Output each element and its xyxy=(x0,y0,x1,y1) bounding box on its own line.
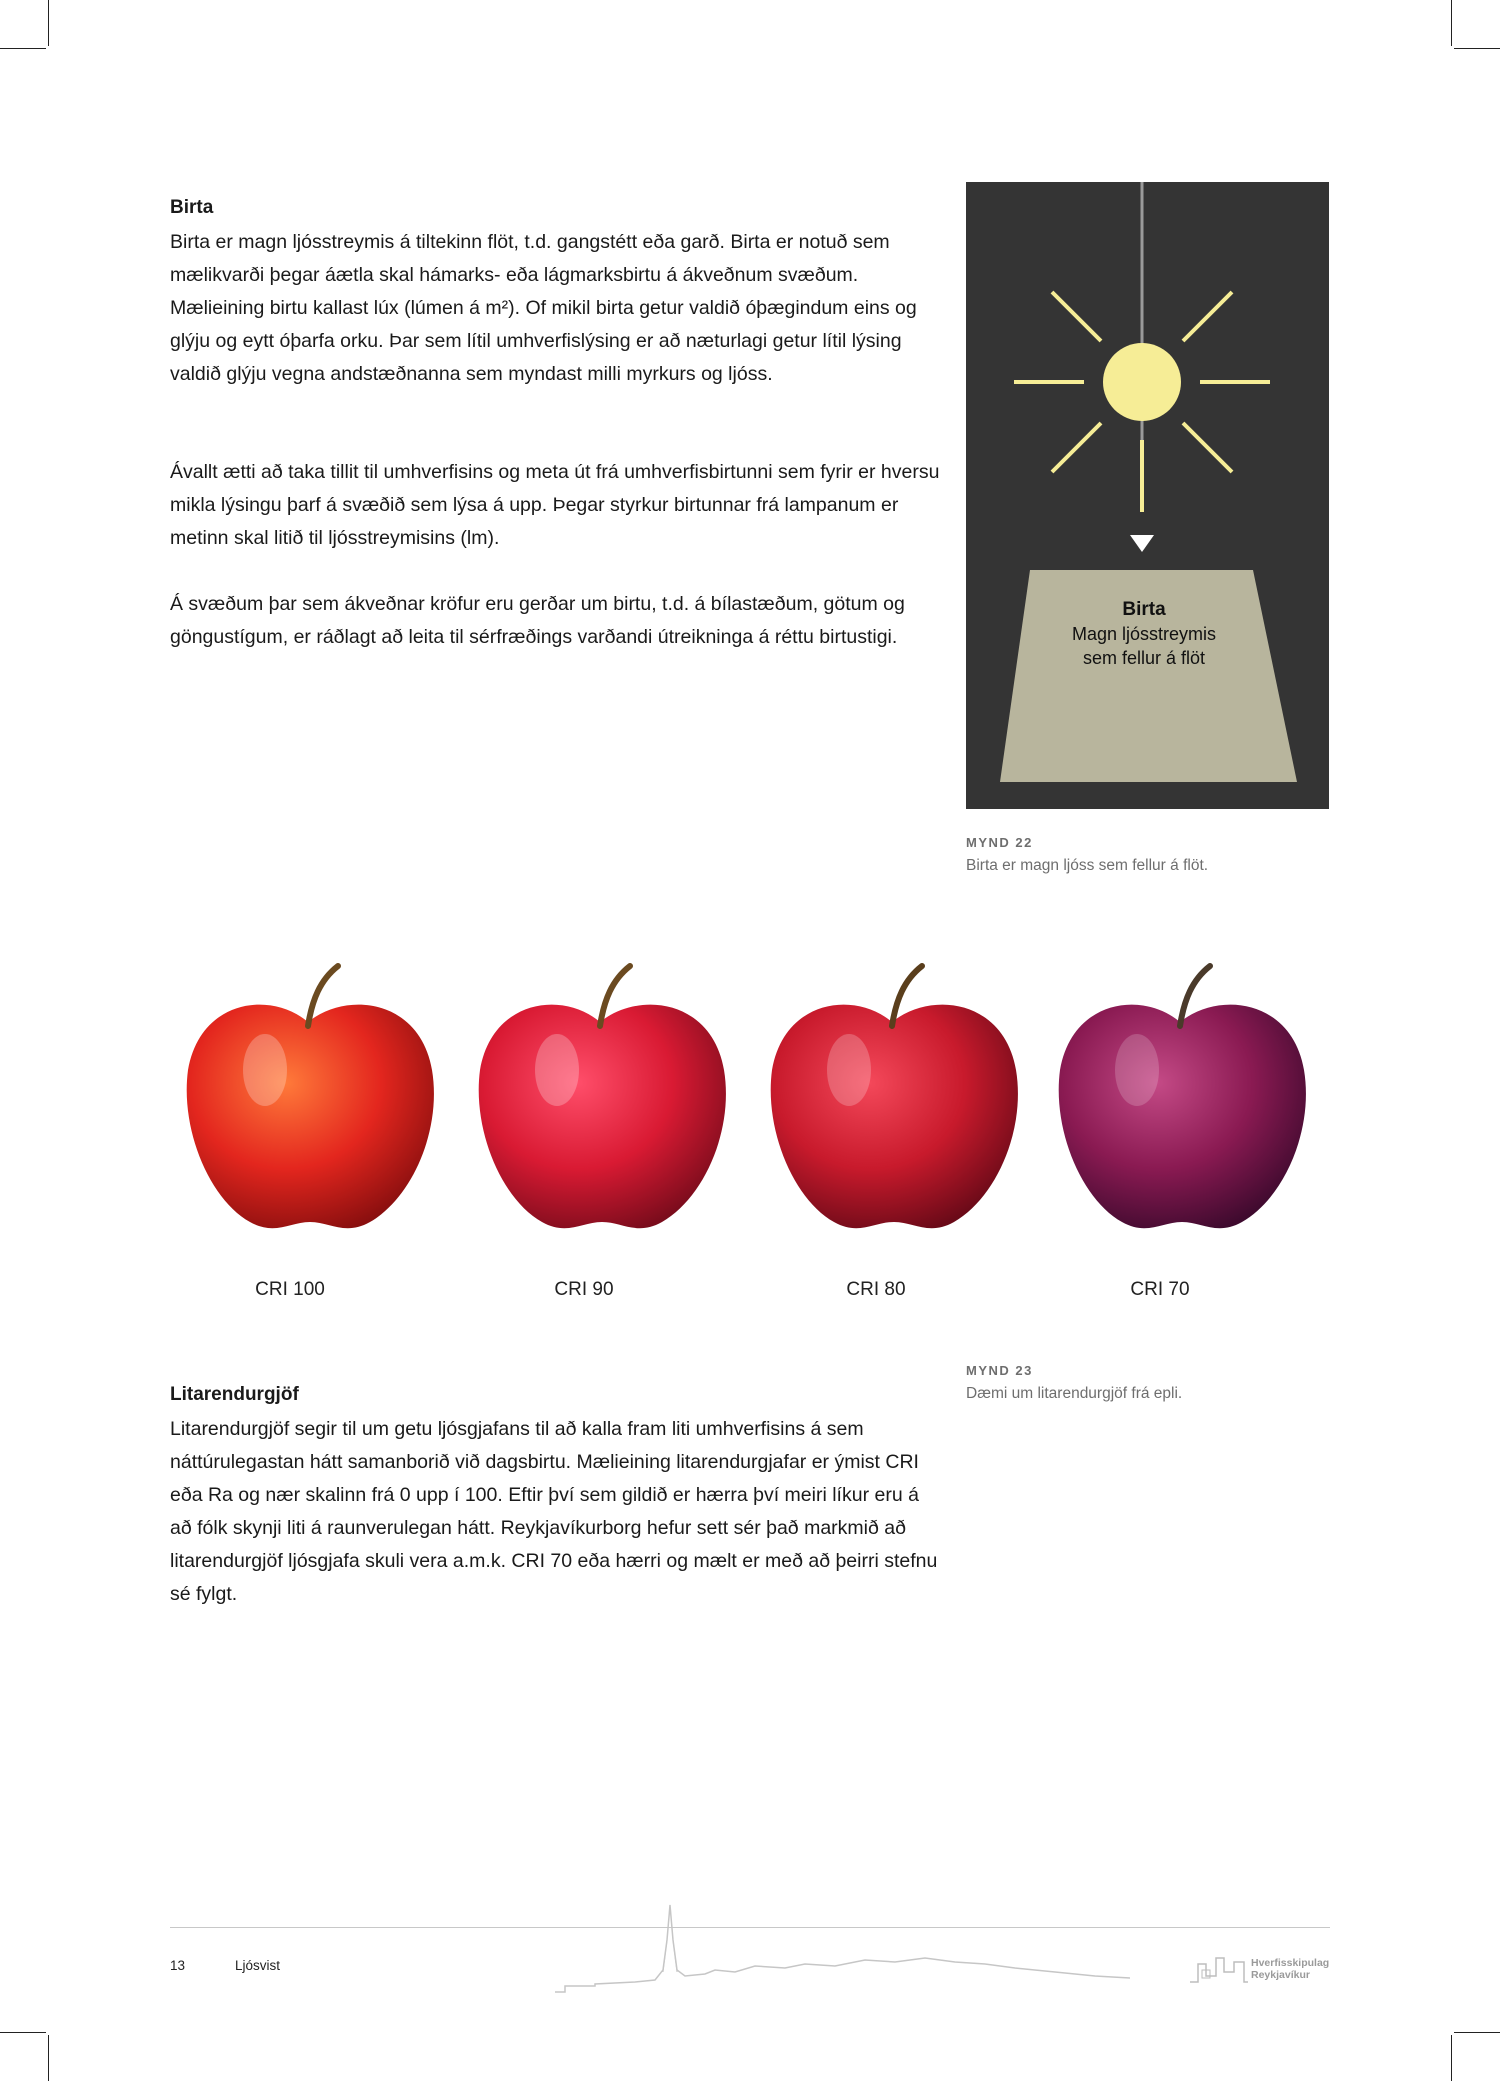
crop-mark xyxy=(48,0,49,46)
birta-diagram xyxy=(966,182,1329,809)
diagram-label-title: Birta xyxy=(1122,599,1166,620)
apple-label-cri-80: CRI 80 xyxy=(846,1279,906,1300)
hverfisskipulag-logo-icon xyxy=(1188,1952,1248,1986)
page-number: 13 xyxy=(170,1958,186,1973)
skyline-illustration xyxy=(555,1900,1130,2000)
crop-mark xyxy=(1451,0,1452,46)
logo-line-2: Reykjavíkur xyxy=(1251,1969,1310,1981)
birta-paragraph-1: Birta er magn ljósstreymis á tiltekinn flöt, t.d. gangstétt eða garð. Birta er notuð sem mælikvarði þegar áætla skal hámarks- eða lágmarksbirtu á ákveðnum svæðum. Mælieining birtu kallast lúx (lúmen á m²). Of mikil birta getur valdið óþægindum eins og glýju og eytt óþarfa orku. Þar sem lítil umhverfislýsing er að næturlagi getur lítil lýsing valdið glýju vegna andstæðnanna sem myndast milli myrkurs og ljóss. xyxy=(170,231,917,385)
logo-text xyxy=(1251,1957,1329,1981)
arrow-down-icon xyxy=(1130,535,1154,552)
document-title: Ljósvist xyxy=(235,1958,281,1973)
apple-label-cri-90: CRI 90 xyxy=(554,1279,614,1300)
apple-cri-90 xyxy=(472,960,732,1235)
birta-paragraph-3: Á svæðum þar sem ákveðnar kröfur eru gerðar um birtu, t.d. á bílastæðum, götum og göngustígum, er ráðlagt að leita til sérfræðings varðandi útreikninga á réttu birtustigi. xyxy=(170,593,905,648)
diagram-label xyxy=(966,598,1322,670)
crop-mark xyxy=(1454,48,1500,49)
apple-cri-100 xyxy=(180,960,440,1235)
figure-22-caption: Birta er magn ljóss sem fellur á flöt. xyxy=(966,857,1209,874)
litarendurgjof-paragraph: Litarendurgjöf segir til um getu ljósgjafans til að kalla fram liti umhverfisins á sem náttúrulegastan hátt samanborið við dagsbirtu. Mælieining litarendurgjafar er ýmist CRI eða Ra og nær skalinn frá 0 upp í 100. Eftir því sem gildið er hærra því meiri líkur eru á að fólk skynji liti á raunverulegan hátt. Reykjavíkurborg hefur sett sér það markmið að litarendurgjöf ljósgjafa skuli vera a.m.k. CRI 70 eða hærri og mælt er með að þeirri stefnu sé fylgt. xyxy=(170,1418,938,1605)
crop-mark xyxy=(1451,2035,1452,2081)
diagram-label-line1: Magn ljósstreymis xyxy=(1071,624,1217,644)
birta-paragraph-2: Ávallt ætti að taka tillit til umhverfisins og meta út frá umhverfisbirtunni sem fyrir er hversu mikla lýsingu þarf á svæðið sem lýsa á upp. Þegar styrkur birtunnar frá lampanum er metinn skal litið til ljósstreymisins (lm). xyxy=(170,461,940,549)
apple-cri-80 xyxy=(764,960,1024,1235)
section-heading-litarendurgjof: Litarendurgjöf xyxy=(170,1384,299,1405)
figure-23-label: MYND 23 xyxy=(966,1363,1033,1378)
crop-mark xyxy=(48,2035,49,2081)
crop-mark xyxy=(0,48,46,49)
diagram-label-line2: sem fellur á flöt xyxy=(1082,648,1206,668)
birta-diagram-graphic xyxy=(966,182,1329,809)
crop-mark xyxy=(0,2032,46,2033)
apple-label-cri-100: CRI 100 xyxy=(255,1279,325,1300)
section-heading-birta: Birta xyxy=(170,197,214,218)
crop-mark xyxy=(1454,2032,1500,2033)
apple-label-cri-70: CRI 70 xyxy=(1130,1279,1190,1300)
logo-line-1: Hverfisskipulag xyxy=(1251,1957,1330,1969)
figure-22-label: MYND 22 xyxy=(966,835,1033,850)
apple-cri-70 xyxy=(1052,960,1312,1235)
figure-23-caption: Dæmi um litarendurgjöf frá epli. xyxy=(966,1385,1183,1402)
